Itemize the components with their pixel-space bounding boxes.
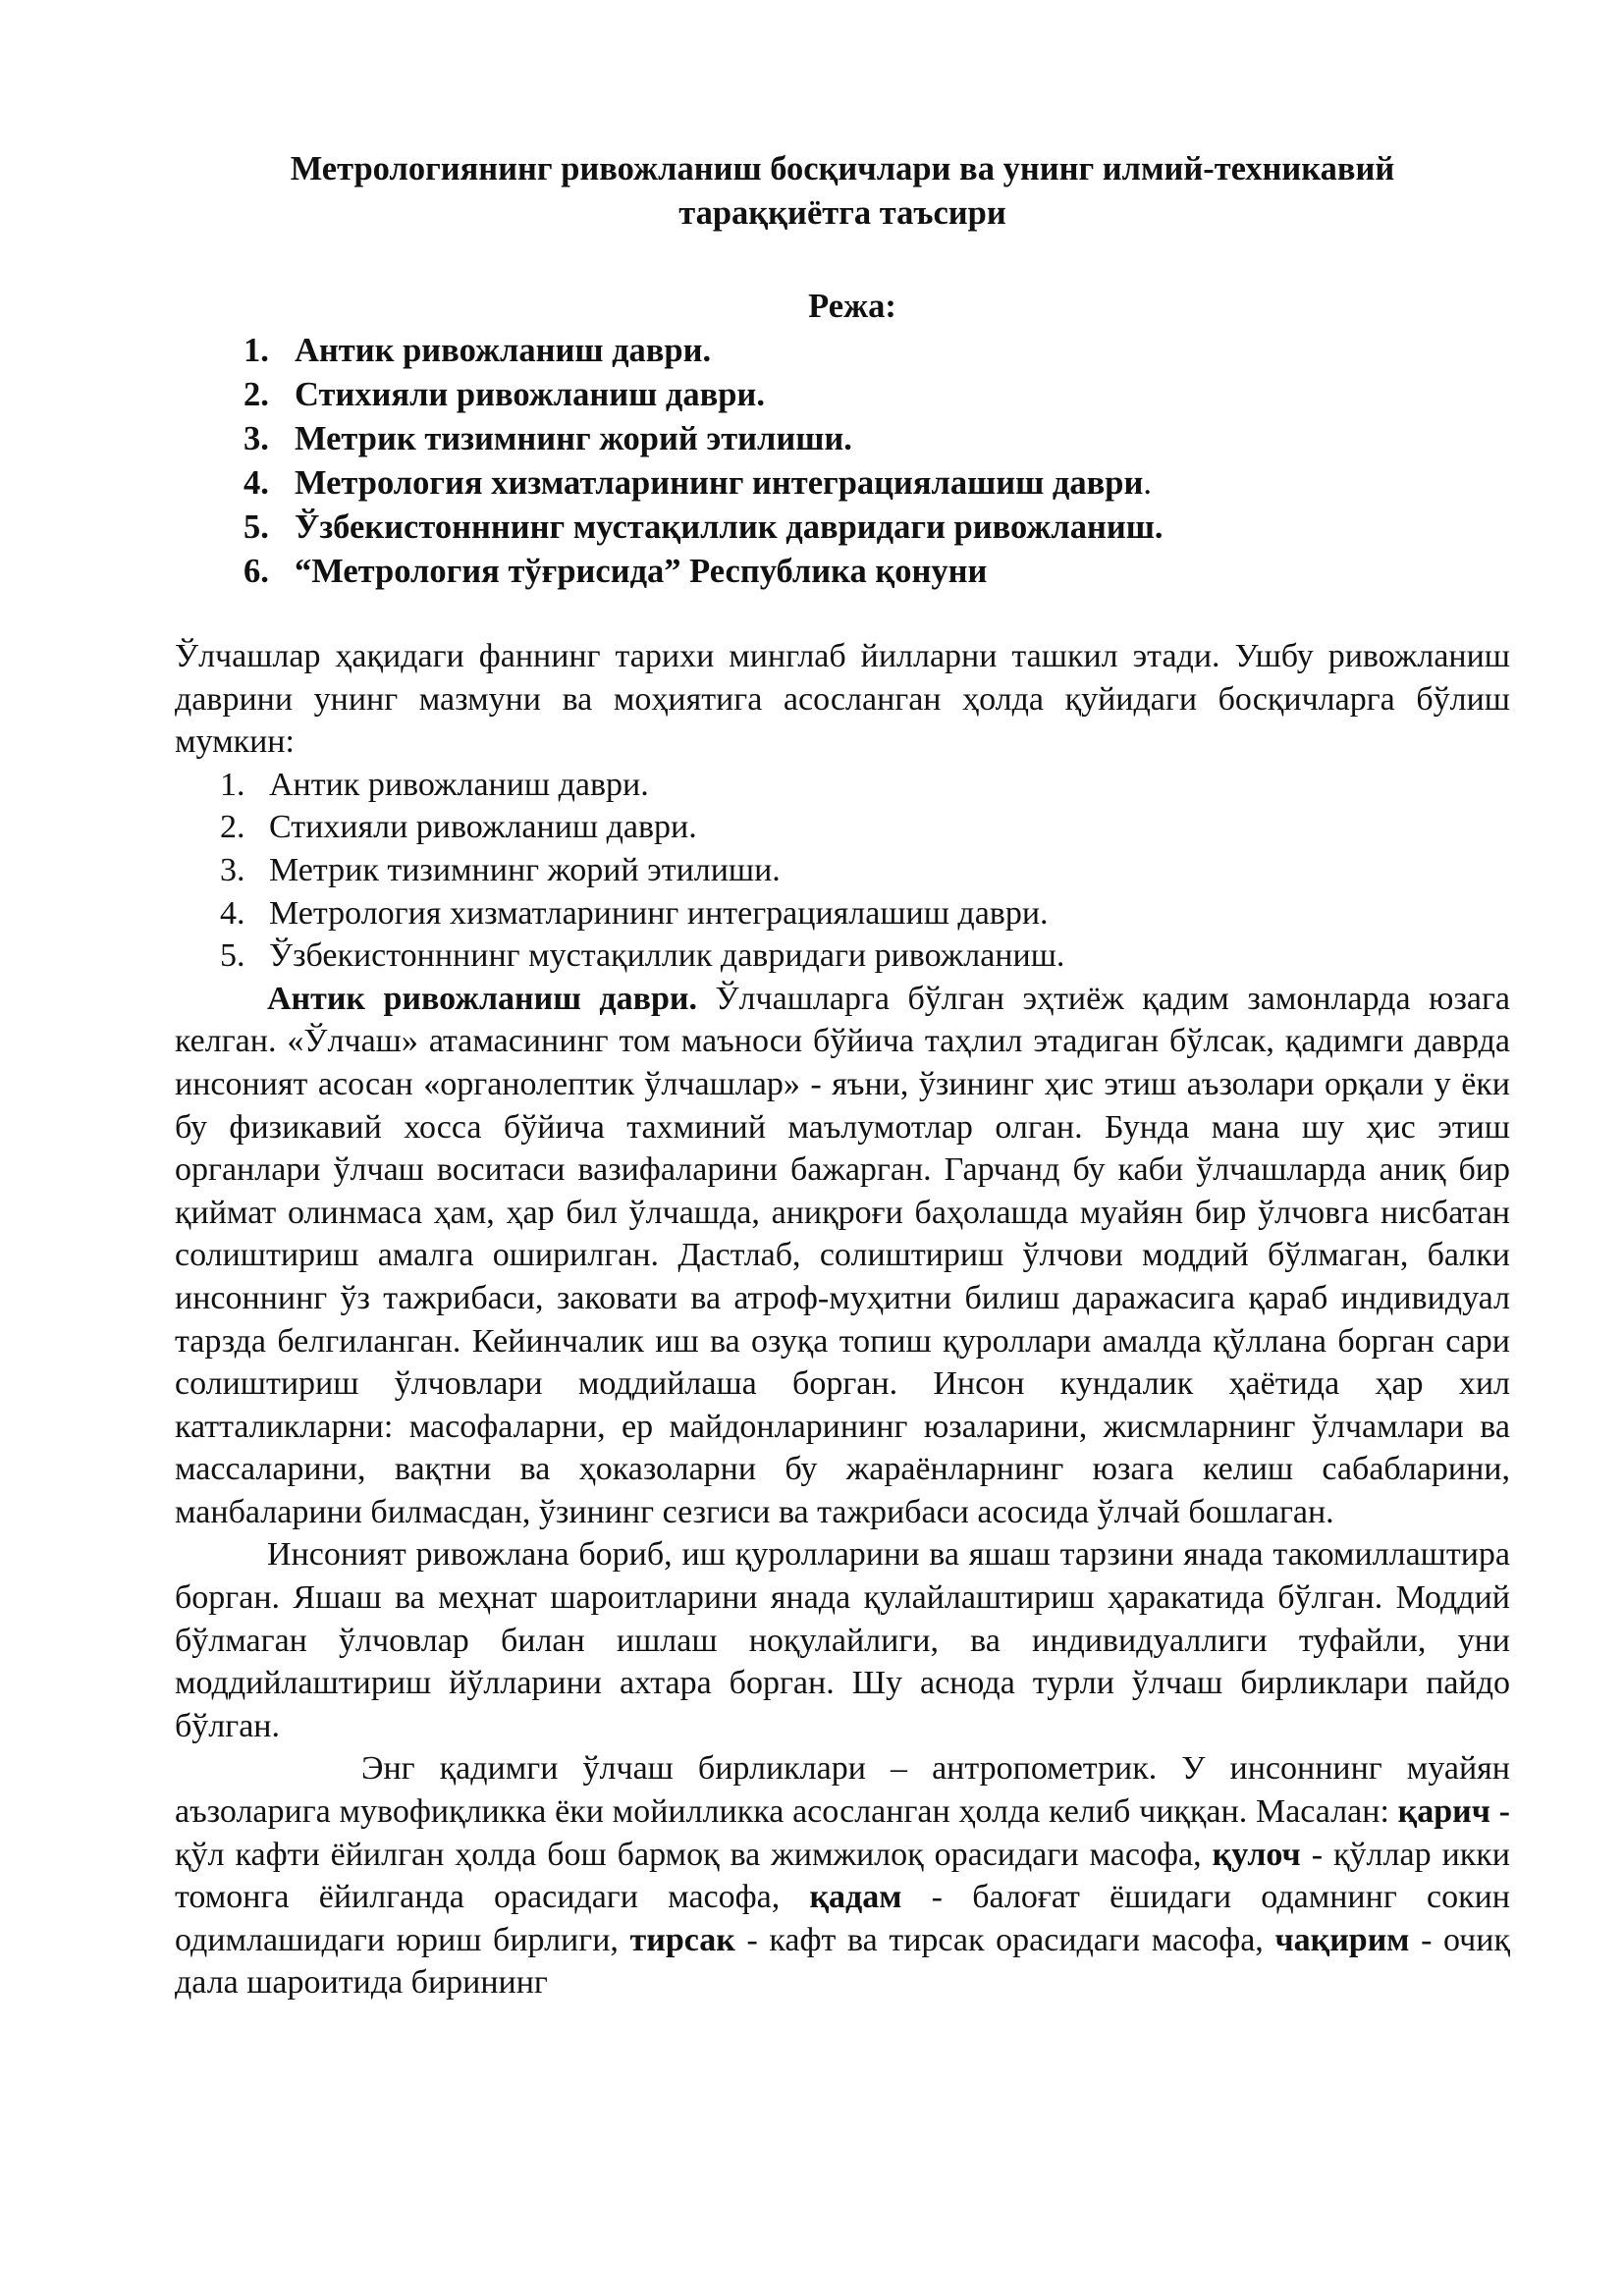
plan-list: [175, 329, 1510, 594]
paragraph-text: - очиқ дала шароитида бирининг: [175, 1921, 1510, 2002]
period-text: Метрология хизматларининг интеграциялашиш даври.: [269, 894, 1049, 932]
plan-item-number: 5.: [244, 508, 269, 546]
paragraph-text: қўл кафти ёйилган ҳолда бош бармоқ ва жимжилоқ орасидаги масофа,: [175, 1836, 1213, 1873]
term-tirsak: тирсак: [629, 1921, 735, 1958]
plan-item-text: Метрик тизимнинг жорий этилиши.: [295, 420, 852, 457]
period-item: [175, 934, 1510, 978]
term-chakirim: чақирим: [1274, 1921, 1410, 1958]
plan-item-text: Стихияли ривожланиш даври.: [295, 376, 765, 413]
period-text: Метрик тизимнинг жорий этилиши.: [269, 851, 781, 888]
plan-item-text: Метрология хизматларининг интеграциялашиш даври: [295, 464, 1144, 502]
period-item: [175, 849, 1510, 892]
ancient-units-paragraph: [175, 1747, 1510, 2004]
plan-item-number: 4.: [244, 464, 269, 502]
plan-heading: Режа:: [808, 288, 896, 325]
term-kuloch: қулоч: [1212, 1836, 1301, 1873]
period-number: 4.: [220, 894, 245, 932]
development-paragraph: Инсоният ривожлана бориб, иш қуролларини ва яшаш тарзини янада такомиллаштира борган. Яшаш ва меҳнат шароитларини янада қулайлаштириш ҳаракатида бўлган. Моддий бўлмаган ўлчовлар билан ишлаш ноқулайлиги, ва индивидуаллиги туфайли, уни моддийлаштириш йўлларини ахтара борган. Шу аснода турли ўлчаш бирликлари пайдо бўлган.: [175, 1536, 1510, 1744]
paragraph-text: - балоғат ёшидаги одамнинг сокин одимлашидаги юриш бирлиги,: [175, 1879, 1510, 1958]
period-item: [175, 892, 1510, 935]
plan-item-text: “Метрология тўғрисида” Республика қонуни: [295, 553, 988, 590]
period-number: 2.: [220, 809, 245, 846]
periods-list: [175, 764, 1510, 978]
period-item: [175, 806, 1510, 849]
period-text: Ўзбекистонннинг мустақиллик давридаги ривожланиш.: [269, 937, 1065, 975]
period-text: Стихияли ривожланиш даври.: [269, 809, 697, 846]
period-number: 1.: [220, 766, 245, 803]
term-karich: қарич -: [1397, 1793, 1510, 1831]
paragraph-text: - кафт ва тирсак орасидаги масофа,: [734, 1921, 1275, 1958]
plan-item-number: 6.: [244, 553, 269, 590]
plan-item-text: Ўзбекистонннинг мустақиллик давридаги ривожланиш.: [295, 508, 1164, 546]
term-kadam: қадам: [809, 1879, 902, 1916]
plan-item: [175, 373, 1510, 417]
paragraph-text: Энг қадимги ўлчаш бирликлари – антропометрик. У инсоннинг муайян аъзоларига мувофиқликка ёки мойилликка асосланган ҳолда келиб чиққан. Масалан:: [175, 1750, 1510, 1831]
antique-period-body: Ўлчашларга бўлган эҳтиёж қадим замонларда юзага келган. «Ўлчаш» атамасининг том маъноси бўйича таҳлил этадиган бўлсак, қадимги даврда инсоният асосан «органолептик ўлчашлар» - яъни, ўзининг ҳис этиш аъзолари орқали у ёки бу физикавий хосса бўйича тахминий маълумотлар олган. Бунда мана шу ҳис этиш органлари ўлчаш воситаси вазифаларини бажарган. Гарчанд бу каби ўлчашларда аниқ бир қиймат олинмаса ҳам, ҳар бил ўлчашда, аниқроғи баҳолашда муайян бир ўлчовга нисбатан солиштириш амалга оширилган. Дастлаб, солиштириш ўлчови моддий бўлмаган, балки инсоннинг ўз тажрибаси, заковати ва атроф-муҳитни билиш даражасига қараб индивидуал тарзда белгиланган. Кейинчалик иш ва озуқа топиш қуроллари амалда қўллана борган сари солиштириш ўлчовлари моддийлаша борган. Инсон кундалик ҳаётида ҳар хил катталикларни: масофаларни, ер майдонларининг юзаларини, жисмларнинг ўлчамлари ва массаларини, вақтни ва ҳоказоларни бу жараёнларнинг юзага келиш сабабларини, манбаларини билмасдан, ўзининг сезгиси ва тажрибаси асосида ўлчай бошлаган.: [175, 980, 1510, 1530]
plan-item: [175, 550, 1510, 594]
paragraph-text: - қўллар икки томонга ёйилганда орасидаги масофа,: [175, 1836, 1510, 1916]
plan-item: [175, 417, 1510, 461]
plan-item: [175, 506, 1510, 550]
period-number: 3.: [220, 851, 245, 888]
antique-period-paragraph: [175, 978, 1510, 1534]
page-content: [175, 147, 1510, 2004]
plan-item-text: Антик ривожланиш даври.: [295, 332, 712, 369]
plan-item-number: 1.: [244, 332, 269, 369]
antique-period-lead: Антик ривожланиш даври.: [267, 980, 697, 1017]
plan-item: [175, 461, 1510, 506]
plan-item-number: 3.: [244, 420, 269, 457]
intro-paragraph: Ўлчашлар ҳақидаги фаннинг тарихи минглаб йилларни ташкил этади. Ушбу ривожланиш даврини унинг мазмуни ва моҳиятига асосланган ҳолда қуйидаги босқичларга бўлиш мумкин:: [175, 638, 1510, 761]
period-text: Антик ривожланиш даври.: [269, 766, 649, 803]
plan-item-tail: .: [1143, 464, 1152, 502]
document-title: Метрологиянинг ривожланиш босқичлари ва унинг илмий-техникавий тараққиётга таъсири: [290, 150, 1395, 232]
period-item: [175, 764, 1510, 807]
plan-item-number: 2.: [244, 376, 269, 413]
plan-item: [175, 329, 1510, 373]
period-number: 5.: [220, 937, 245, 975]
